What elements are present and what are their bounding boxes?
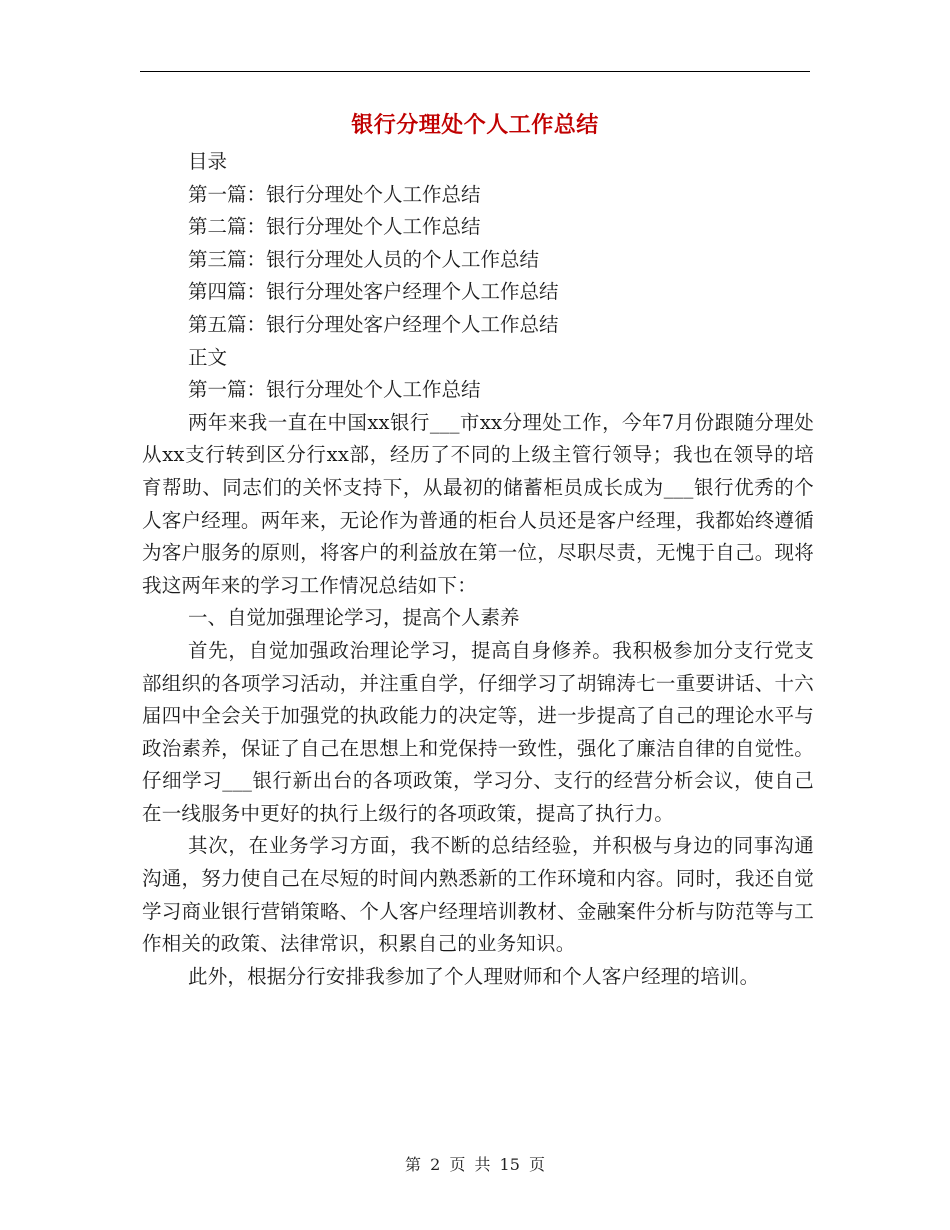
body-heading: 正文: [188, 345, 228, 369]
paragraph-second: 其次，在业务学习方面，我不断的总结经验，并积极与身边的同事沟通沟通，努力使自己在尽短的时间内熟悉新的工作环境和内容。同时，我还自觉学习商业银行营销策略、个人客户经理培训教材、金融案件分析与防范等与工作相关的政策、法律常识，积累自己的业务知识。: [142, 834, 814, 956]
paragraph-intro: 两年来我一直在中国xx银行___市xx分理处工作，今年7月份跟随分理处从xx支行转到区分行xx部，经历了不同的上级主管行领导；我也在领导的培育帮助、同志们的关怀支持下，从最初的储蓄柜员成长成为___银行优秀的个人客户经理。两年来，无论作为普通的柜台人员还是客户经理，我都始终遵循为客户服务的原则，将客户的利益放在第一位，尽职尽责，无愧于自己。现将我这两年来的学习工作情况总结如下：: [142, 410, 814, 597]
header-rule: [140, 71, 810, 72]
toc-item-2: 第二篇：银行分理处个人工作总结: [188, 215, 481, 239]
toc-item-4: 第四篇：银行分理处客户经理个人工作总结: [188, 280, 559, 304]
document-title: 银行分理处个人工作总结: [351, 113, 599, 138]
paragraph-third: 此外，根据分行安排我参加了个人理财师和个人客户经理的培训。: [188, 964, 760, 988]
section-heading: 一、自觉加强理论学习，提高个人素养: [188, 606, 520, 630]
toc-heading: 目录: [188, 150, 228, 173]
toc-item-1: 第一篇：银行分理处个人工作总结: [188, 182, 481, 206]
page-number: 第 2 页 共 15 页: [405, 1155, 545, 1174]
toc-item-5: 第五篇：银行分理处客户经理个人工作总结: [188, 312, 559, 336]
paragraph-first: 首先，自觉加强政治理论学习，提高自身修养。我积极参加分支行党支部组织的各项学习活动，并注重自学，仔细学习了胡锦涛七一重要讲话、十六届四中全会关于加强党的执政能力的决定等，进一步提高了自己的理论水平与政治素养，保证了自己在思想上和党保持一致性，强化了廉洁自律的自觉性。仔细学习___银行新出台的各项政策，学习分、支行的经营分析会议，使自己在一线服务中更好的执行上级行的各项政策，提高了执行力。: [142, 638, 814, 825]
document-body: [142, 146, 814, 993]
chapter-title: 第一篇：银行分理处个人工作总结: [188, 378, 481, 402]
toc-item-3: 第三篇：银行分理处人员的个人工作总结: [188, 247, 540, 271]
